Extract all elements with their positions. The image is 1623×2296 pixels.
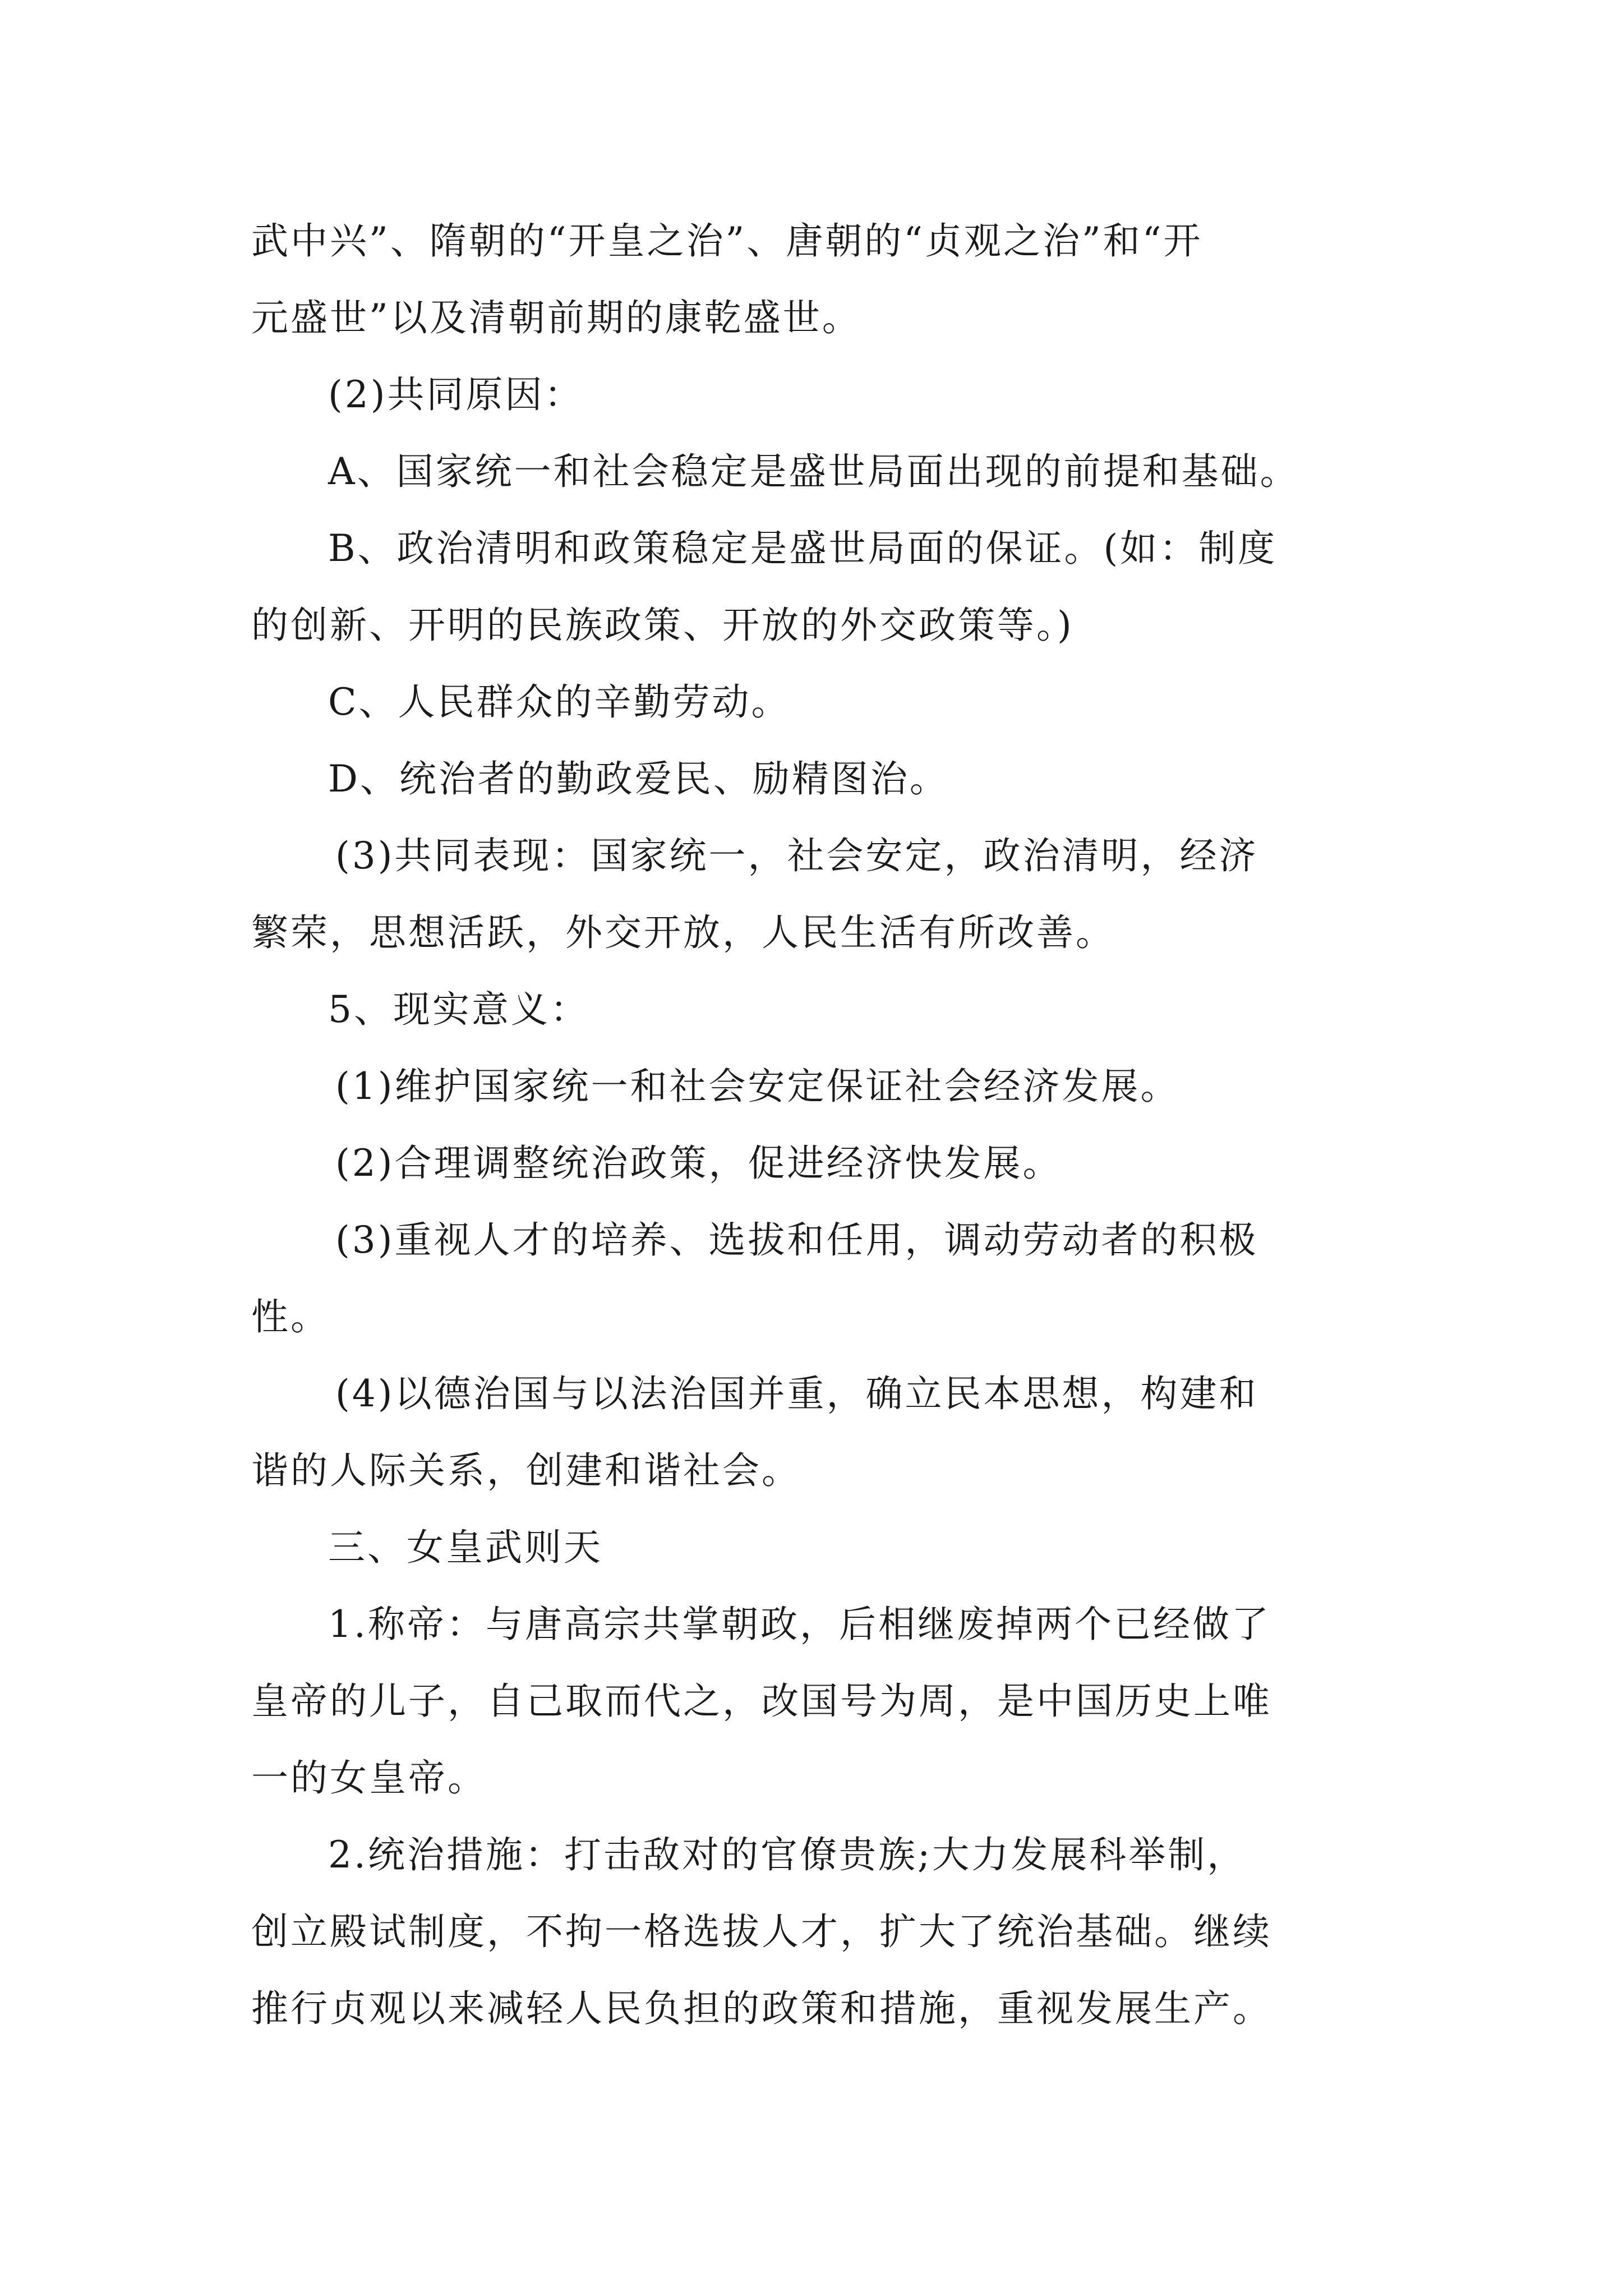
text-line: D、统治者的勤政爱民、励精图治。 (328, 757, 949, 800)
text-line: 性。 (251, 1295, 330, 1338)
section-heading: 三、女皇武则天 (328, 1526, 603, 1569)
text-line: (3)重视人才的培养、选拔和任用，调动劳动者的积极 (335, 1218, 1258, 1262)
text-line: (2)合理调整统治政策，促进经济快发展。 (335, 1142, 1062, 1185)
text-line: 的创新、开明的民族政策、开放的外交政策等。) (251, 604, 1074, 647)
text-line: 一的女皇帝。 (251, 1756, 487, 1800)
text-line: (2)共同原因： (328, 373, 584, 416)
text-line: 武中兴”、隋朝的“开皇之治”、唐朝的“贞观之治”和“开 (251, 219, 1203, 263)
text-line: B、政治清明和政策稳定是盛世局面的保证。(如：制度 (328, 527, 1278, 570)
text-line: A、国家统一和社会稳定是盛世局面出现的前提和基础。 (328, 450, 1299, 493)
text-line: (4)以德治国与以法治国并重，确立民本思想，构建和 (335, 1372, 1258, 1415)
text-line: (3)共同表现：国家统一，社会安定，政治清明，经济 (335, 834, 1258, 877)
text-line: 元盛世”以及清朝前期的康乾盛世。 (251, 296, 861, 339)
text-line: 2.统治措施：打击敌对的官僚贵族;大力发展科举制， (328, 1833, 1247, 1876)
text-line: (1)维护国家统一和社会安定保证社会经济发展。 (335, 1065, 1180, 1108)
text-line: 繁荣，思想活跃，外交开放，人民生活有所改善。 (251, 911, 1115, 954)
text-line: 推行贞观以来减轻人民负担的政策和措施，重视发展生产。 (251, 1987, 1272, 2030)
text-line: 1.称帝：与唐高宗共掌朝政，后相继废掉两个已经做了 (328, 1603, 1271, 1646)
text-line: 创立殿试制度，不拘一格选拔人才，扩大了统治基础。继续 (251, 1910, 1272, 1953)
text-line: 谐的人际关系，创建和谐社会。 (251, 1449, 801, 1492)
text-line: C、人民群众的辛勤劳动。 (328, 680, 791, 724)
text-line: 5、现实意义： (328, 988, 589, 1031)
text-line: 皇帝的儿子，自己取而代之，改国号为周，是中国历史上唯 (251, 1680, 1272, 1723)
